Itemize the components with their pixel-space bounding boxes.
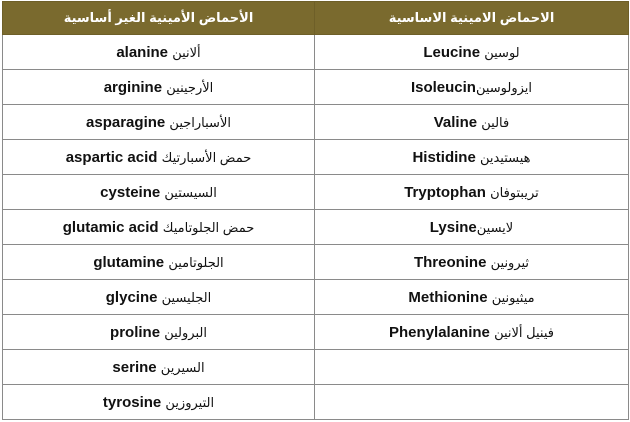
english-name: glycine: [105, 288, 158, 306]
arabic-name: حمض الجلوتاميك: [162, 219, 255, 235]
arabic-name: ألانين: [172, 44, 201, 60]
arabic-name: الأرجينين: [166, 79, 214, 95]
arabic-name: هيستيدين: [479, 149, 531, 165]
essential-cell: [315, 175, 629, 210]
arabic-name: البرولين: [164, 324, 207, 340]
header-nonessential: الأحماض الأمينية الغير أساسية: [3, 2, 315, 35]
nonessential-cell: [3, 140, 315, 175]
arabic-name: الجلوتامين: [168, 254, 224, 270]
table-row: [3, 280, 629, 315]
arabic-name: لايسين: [476, 219, 514, 235]
arabic-name: تريبتوفان: [490, 184, 539, 200]
essential-cell: [315, 280, 629, 315]
english-name: alanine: [116, 43, 169, 61]
english-name: glutamine: [93, 253, 165, 271]
table-row: [3, 35, 629, 70]
table-row: [3, 210, 629, 245]
arabic-name: فينيل ألانين: [494, 324, 554, 340]
english-name: proline: [110, 323, 161, 341]
english-name: Methionine: [408, 288, 488, 306]
essential-cell: [315, 315, 629, 350]
arabic-name: الأسباراجين: [169, 114, 231, 130]
nonessential-cell: [3, 70, 315, 105]
table-row: [3, 70, 629, 105]
arabic-name: ثيرونين: [490, 254, 530, 270]
essential-cell: [315, 105, 629, 140]
english-name: Tryptophan: [404, 183, 486, 201]
nonessential-cell: [3, 175, 315, 210]
essential-cell: [315, 245, 629, 280]
arabic-name: ايزولوسين: [475, 79, 533, 95]
english-name: cysteine: [100, 183, 161, 201]
header-row: [3, 2, 629, 35]
english-name: Histidine: [412, 148, 476, 166]
arabic-name: فالين: [481, 114, 510, 130]
table-row: [3, 175, 629, 210]
english-name: Threonine: [413, 253, 487, 271]
essential-cell: [315, 210, 629, 245]
table-row: [3, 140, 629, 175]
nonessential-cell: [3, 210, 315, 245]
arabic-name: الجليسين: [161, 289, 212, 305]
arabic-name: حمض الأسبارتيك: [161, 149, 252, 165]
nonessential-cell: [3, 105, 315, 140]
table-row: [3, 245, 629, 280]
english-name: Lysine: [429, 218, 477, 236]
english-name: glutamic acid: [62, 218, 159, 236]
table-row: [3, 315, 629, 350]
arabic-name: لوسين: [484, 44, 520, 60]
arabic-name: السيرين: [160, 359, 205, 375]
nonessential-cell: [3, 35, 315, 70]
essential-cell: [315, 140, 629, 175]
nonessential-cell: [3, 350, 315, 385]
english-name: Phenylalanine: [389, 323, 490, 341]
empty-cell: [315, 350, 629, 385]
english-name: Valine: [433, 113, 478, 131]
arabic-name: التيروزين: [165, 394, 215, 410]
empty-cell: [315, 385, 629, 420]
amino-acids-table: [2, 1, 629, 420]
english-name: arginine: [103, 78, 163, 96]
table-row: [3, 350, 629, 385]
english-name: serine: [112, 358, 157, 376]
nonessential-cell: [3, 315, 315, 350]
nonessential-cell: [3, 385, 315, 420]
nonessential-cell: [3, 280, 315, 315]
nonessential-cell: [3, 245, 315, 280]
essential-cell: [315, 35, 629, 70]
table-row: [3, 105, 629, 140]
arabic-name: ميثيونين: [491, 289, 535, 305]
english-name: tyrosine: [102, 393, 162, 411]
english-name: aspartic acid: [65, 148, 158, 166]
table-row: [3, 385, 629, 420]
english-name: Leucine: [423, 43, 481, 61]
header-essential: الاحماض الامينية الاساسية: [315, 2, 629, 35]
english-name: asparagine: [86, 113, 166, 131]
essential-cell: [315, 70, 629, 105]
english-name: Isoleucin: [410, 78, 476, 96]
arabic-name: السيستين: [164, 184, 217, 200]
